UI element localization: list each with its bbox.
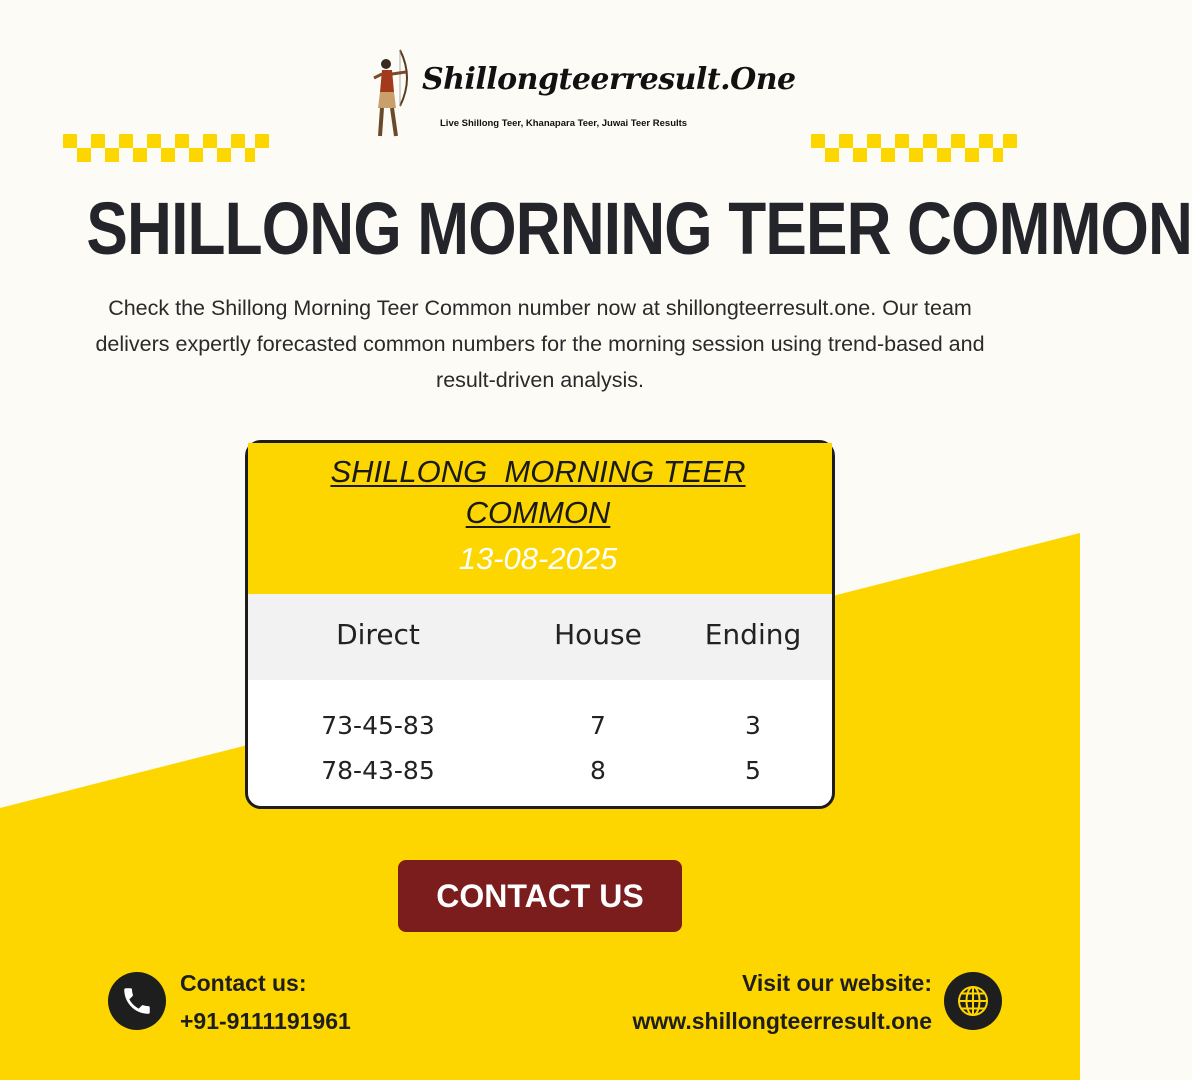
website-label: Visit our website: [741, 970, 932, 996]
card-title [288, 451, 788, 533]
intro-paragraph: Check the Shillong Morning Teer Common number now at shillongteerresult.one. Our team delivers expertly forecasted common numbers for the morning session using trend-based and result-driven analysis. [95, 296, 985, 392]
contact-info [180, 964, 351, 1040]
contact-label: Contact us: [180, 970, 307, 996]
brand-logo[interactable] [370, 48, 796, 140]
card-header [248, 443, 832, 594]
column-header-direct: Direct [336, 618, 420, 651]
card-date: 13-08-2025 [458, 541, 618, 576]
cell-ending: 5 [745, 756, 761, 785]
cell-ending: 3 [745, 711, 761, 740]
website-info [633, 964, 932, 1040]
card-title-line-1: SHILLONG MORNING TEER [330, 454, 746, 489]
website-link[interactable]: www.shillongteerresult.one [632, 1008, 932, 1034]
phone-number[interactable]: +91-9111191961 [180, 1008, 351, 1034]
contact-us-button[interactable]: CONTACT US [398, 860, 682, 932]
logo-wordmark: Shillongteerresult.One [422, 62, 796, 97]
checker-decoration-right [811, 134, 1017, 162]
phone-icon[interactable] [108, 972, 166, 1030]
cell-direct: 73-45-83 [321, 711, 435, 740]
column-header-ending: Ending [704, 618, 802, 651]
page-title: SHILLONG MORNING TEER COMMON [86, 187, 1192, 270]
card-title-line-2: COMMON [465, 495, 611, 530]
cell-house: 7 [590, 711, 606, 740]
archer-icon [370, 48, 416, 140]
table-header [248, 594, 832, 680]
logo-tagline: Live Shillong Teer, Khanapara Teer, Juwai Teer Results [440, 118, 688, 129]
cell-direct: 78-43-85 [321, 756, 435, 785]
globe-icon[interactable] [944, 972, 1002, 1030]
checker-decoration-left [63, 134, 269, 162]
cell-house: 8 [590, 756, 606, 785]
result-card [245, 440, 835, 809]
column-header-house: House [554, 618, 642, 651]
